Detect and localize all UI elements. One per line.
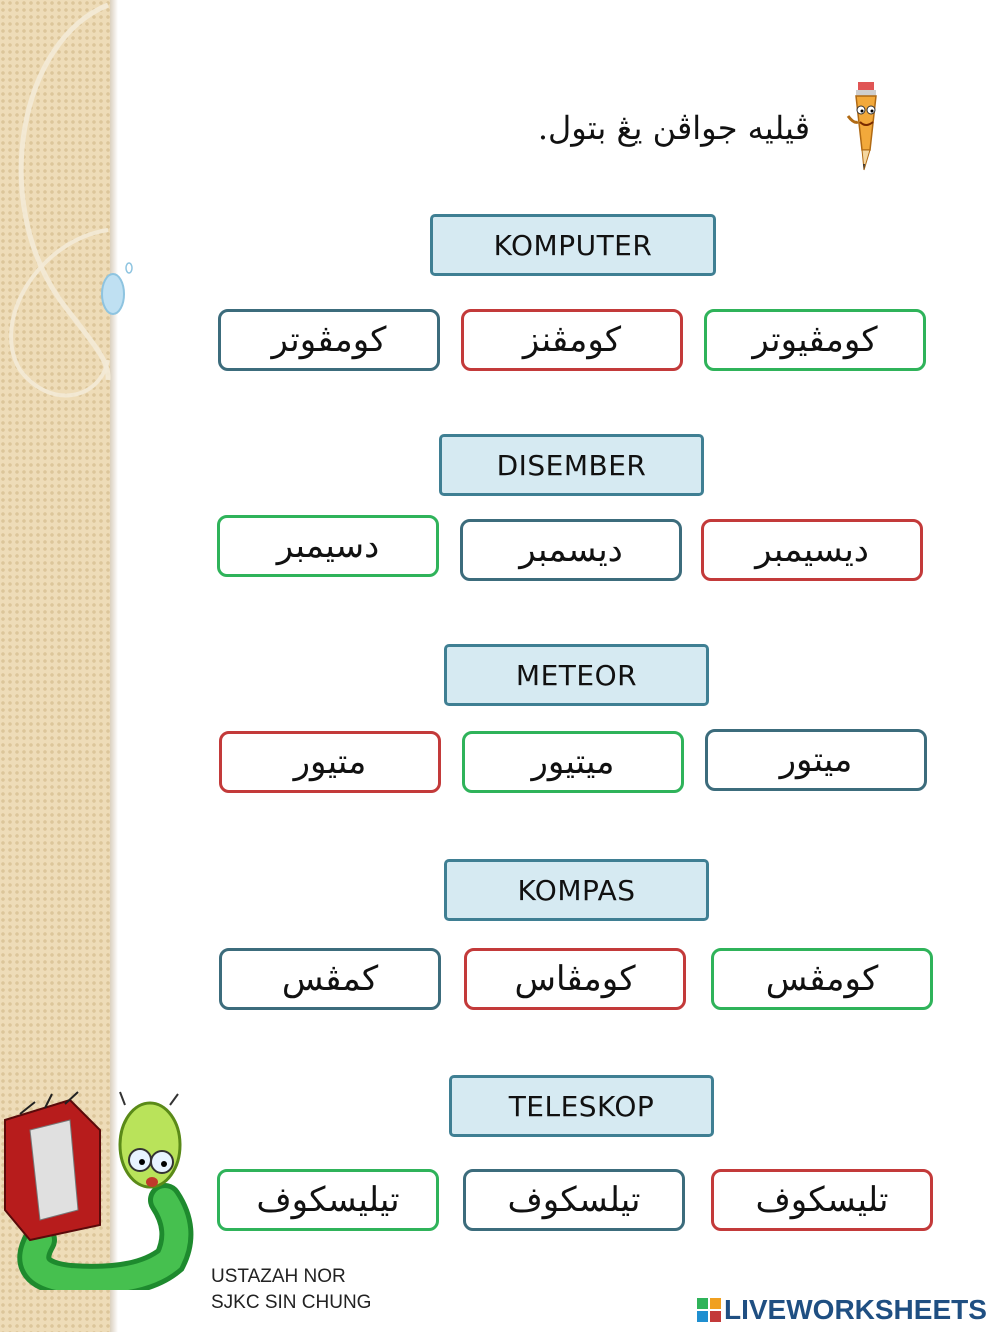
author-credit (211, 1264, 371, 1316)
bookworm-mascot-icon (0, 1090, 200, 1290)
answer-option[interactable]: ميتور (705, 729, 927, 791)
liveworksheets-logo (697, 1294, 987, 1326)
pencil-mascot-icon (840, 76, 890, 176)
logo-squares-icon (697, 1298, 721, 1322)
answer-option[interactable]: كومڤوتر (218, 309, 440, 371)
answer-option[interactable]: تيليسكوف (217, 1169, 439, 1231)
question-word-komputer: KOMPUTER (430, 214, 716, 276)
answer-option[interactable]: كومڤاس (464, 948, 686, 1010)
answer-option[interactable]: كمڤس (219, 948, 441, 1010)
answer-option[interactable]: ديسيمبر (701, 519, 923, 581)
answer-option[interactable]: ديسمبر (460, 519, 682, 581)
answer-option[interactable]: تيلسكوف (463, 1169, 685, 1231)
answer-option[interactable]: ميتيور (462, 731, 684, 793)
question-word-kompas: KOMPAS (444, 859, 709, 921)
answer-option[interactable]: دسيمبر (217, 515, 439, 577)
answer-option[interactable]: تليسكوف (711, 1169, 933, 1231)
answer-option[interactable]: كومڤنز (461, 309, 683, 371)
brand-name: LIVEWORKSHEETS (724, 1294, 987, 1325)
instruction-title: ڤيليه جواڤن يڠ بتول. (537, 109, 810, 147)
author-school: SJKC SIN CHUNG (211, 1292, 372, 1313)
answer-option[interactable]: متيور (219, 731, 441, 793)
question-word-disember: DISEMBER (439, 434, 704, 496)
question-word-meteor: METEOR (444, 644, 709, 706)
author-name: USTAZAH NOR (211, 1266, 346, 1287)
decorative-swirl (0, 0, 140, 420)
answer-option[interactable]: كومڤيوتر (704, 309, 926, 371)
answer-option[interactable]: كومڤس (711, 948, 933, 1010)
question-word-teleskop: TELESKOP (449, 1075, 714, 1137)
